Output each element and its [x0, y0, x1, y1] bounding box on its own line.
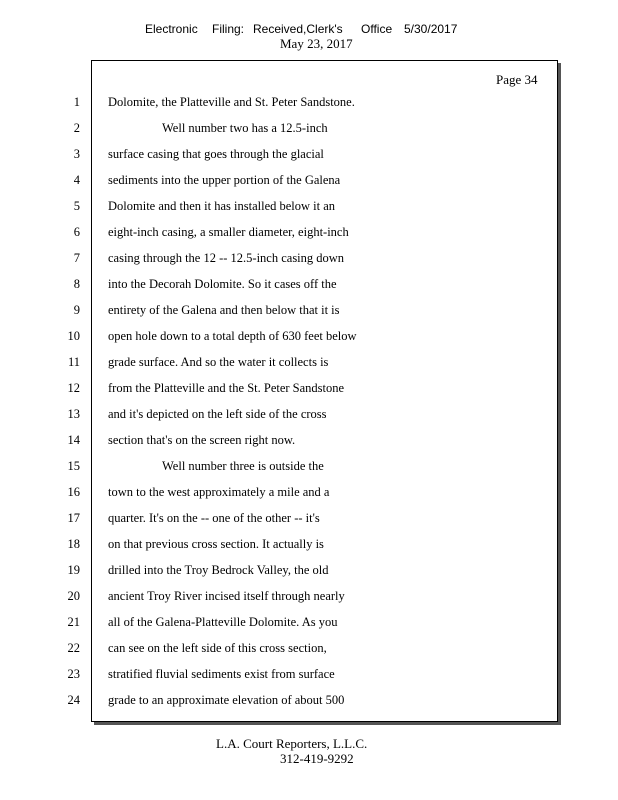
- reporter-phone: 312-419-9292: [280, 751, 354, 766]
- line-text: into the Decorah Dolomite. So it cases off the: [108, 277, 337, 291]
- line-number: 17: [67, 511, 80, 525]
- line-text: from the Platteville and the St. Peter Sandstone: [108, 381, 345, 395]
- line-text: drilled into the Troy Bedrock Valley, the old: [108, 563, 329, 577]
- line-number: 18: [67, 537, 80, 551]
- line-number: 3: [73, 147, 80, 161]
- line-text: grade surface. And so the water it collects is: [108, 355, 329, 369]
- line-text: quarter. It's on the -- one of the other -- it's: [108, 511, 320, 525]
- line-text: surface casing that goes through the glacial: [108, 147, 324, 161]
- line-number: 11: [67, 355, 80, 369]
- line-text: ancient Troy River incised itself through nearly: [108, 589, 345, 603]
- line-number: 22: [67, 641, 80, 655]
- line-number: 16: [67, 485, 80, 499]
- line-text: can see on the left side of this cross section,: [108, 641, 327, 655]
- line-number: 1: [73, 95, 80, 109]
- line-number: 19: [67, 563, 80, 577]
- line-number: 6: [73, 225, 80, 239]
- line-text: entirety of the Galena and then below that it is: [108, 303, 340, 317]
- line-number: 12: [67, 381, 80, 395]
- line-number: 15: [67, 459, 80, 473]
- line-text: all of the Galena-Platteville Dolomite. As you: [108, 615, 338, 629]
- filing-stamp: [0, 22, 618, 36]
- line-text: on that previous cross section. It actually is: [108, 537, 324, 551]
- stamp-office: Office: [361, 22, 393, 36]
- line-number: 14: [67, 433, 80, 447]
- line-text: eight-inch casing, a smaller diameter, eight-inch: [108, 225, 349, 239]
- transcript-date: May 23, 2017: [280, 36, 353, 51]
- stamp-electronic: Electronic: [145, 22, 198, 36]
- line-text: grade to an approximate elevation of about 500: [108, 693, 345, 707]
- line-number: 21: [67, 615, 80, 629]
- line-text: stratified fluvial sediments exist from surface: [108, 667, 335, 681]
- line-number: 10: [67, 329, 80, 343]
- stamp-received: Received,Clerk's: [253, 22, 343, 36]
- page-number: Page 34: [496, 72, 538, 87]
- line-number: 23: [67, 667, 80, 681]
- line-text: section that's on the screen right now.: [108, 433, 296, 447]
- line-text: and it's depicted on the left side of the cross: [108, 407, 327, 421]
- line-text: Dolomite, the Platteville and St. Peter Sandstone.: [108, 95, 355, 109]
- line-text: Well number three is outside the: [162, 459, 324, 473]
- line-number: 7: [73, 251, 80, 265]
- line-text: Dolomite and then it has installed below it an: [108, 199, 336, 213]
- line-number: 24: [67, 693, 80, 707]
- line-number: 2: [73, 121, 80, 135]
- line-number: 9: [73, 303, 80, 317]
- line-number: 8: [73, 277, 80, 291]
- line-text: sediments into the upper portion of the Galena: [108, 173, 341, 187]
- line-text: casing through the 12 -- 12.5-inch casing down: [108, 251, 345, 265]
- line-number: 4: [73, 173, 80, 187]
- reporter-company: L.A. Court Reporters, L.L.C.: [216, 736, 368, 751]
- stamp-filing: Filing:: [212, 22, 245, 36]
- line-text: Well number two has a 12.5-inch: [162, 121, 328, 135]
- line-number: 13: [67, 407, 80, 421]
- line-text: open hole down to a total depth of 630 feet below: [108, 329, 357, 343]
- line-number: 5: [73, 199, 80, 213]
- line-number: 20: [67, 589, 80, 603]
- line-text: town to the west approximately a mile and a: [108, 485, 330, 499]
- stamp-date: 5/30/2017: [404, 22, 458, 36]
